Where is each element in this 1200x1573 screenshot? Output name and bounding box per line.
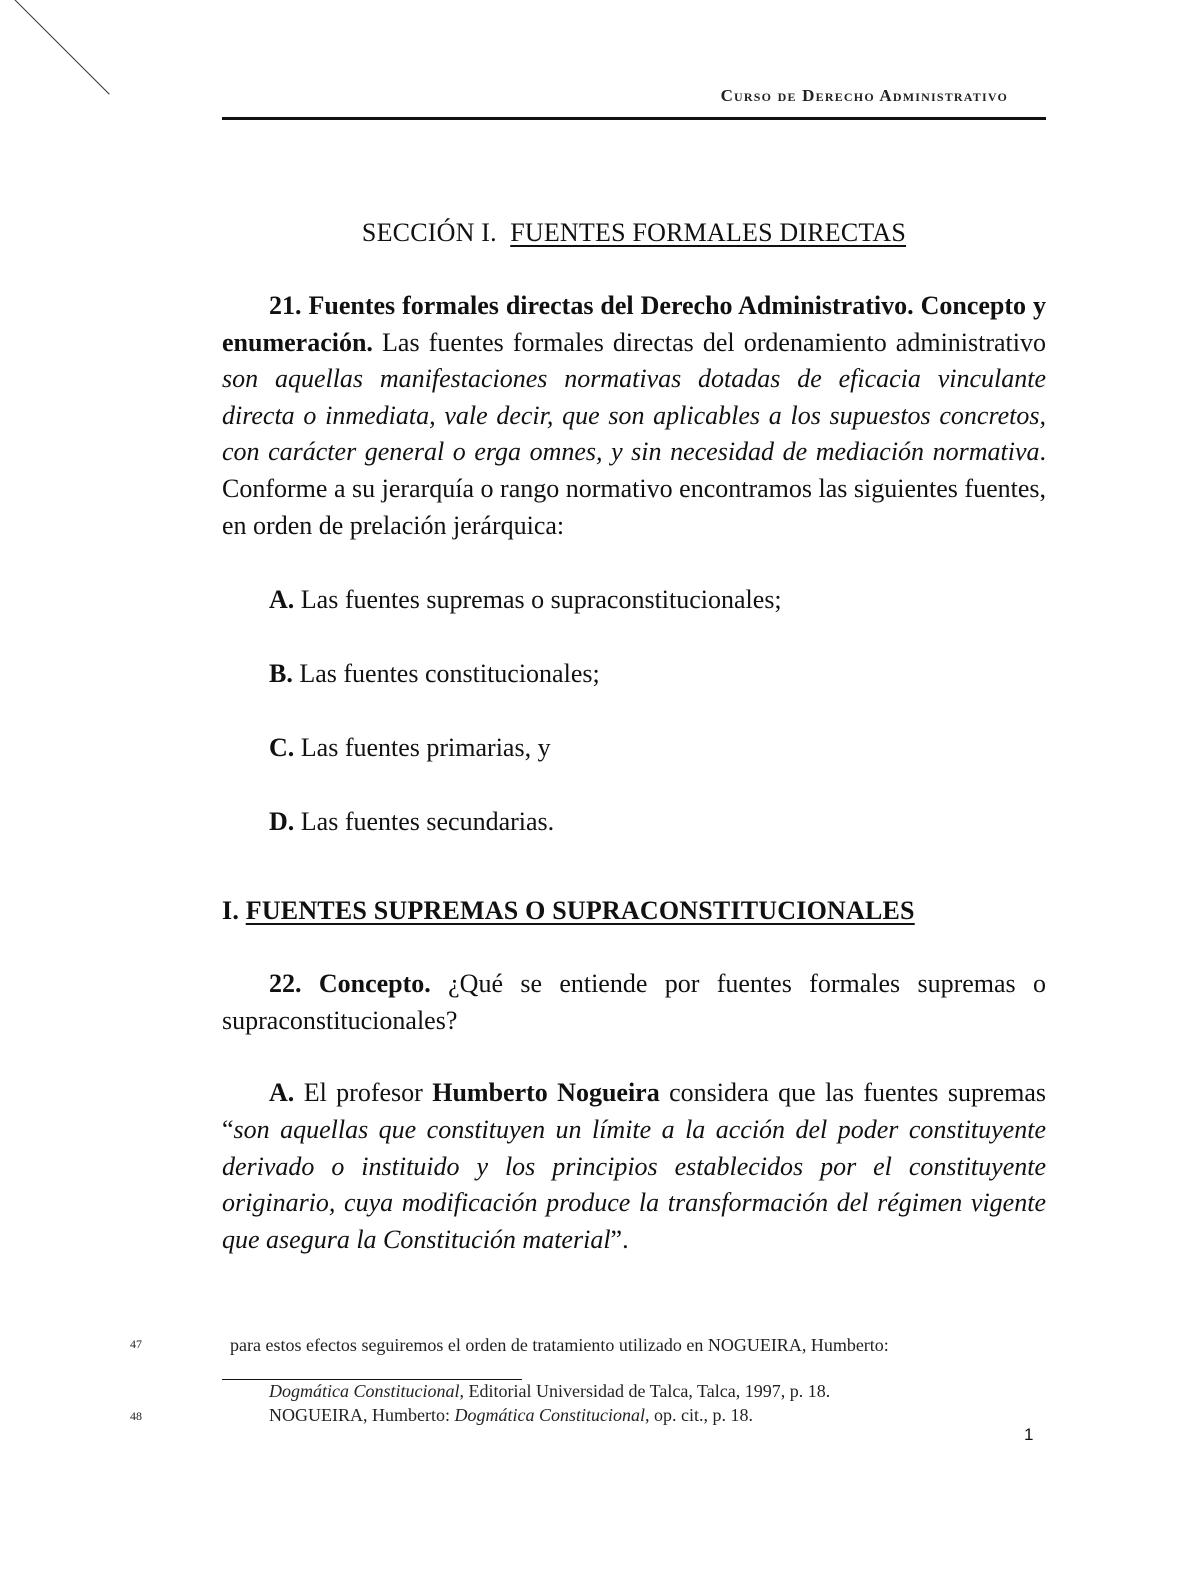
- paragraph-22-lead: Concepto.: [318, 969, 431, 999]
- paragraph-a-nogueira: [222, 1075, 1046, 1258]
- paragraph-21-lead: Fuentes formales directas del Derecho Administrativo. Concepto y enumeración.: [222, 291, 1046, 357]
- footnote-48-a: NOGUEIRA, Humberto:: [269, 1405, 450, 1425]
- paragraph-a-text-c: ”.: [610, 1224, 629, 1254]
- list-item-b: [222, 656, 1046, 692]
- paragraph-22-number: 22.: [269, 969, 302, 999]
- footnote-separator: [222, 1379, 522, 1380]
- header-rule: [222, 117, 1046, 120]
- paragraph-a-quote: son aquellas que constituyen un límite a la acción del poder constituyente derivado o instituido y los principios establecidos por el constituyente originario, cuya modificación produce la transformación del régimen vigente que asegura la Constitución material: [222, 1114, 1046, 1254]
- page-number: 1: [1024, 1425, 1034, 1444]
- paragraph-a-text-b: considera que las fuentes supremas “: [222, 1078, 1047, 1144]
- footnote-48-book: Dogmática Constitucional: [454, 1405, 645, 1425]
- paragraph-a-letter: A.: [269, 1078, 295, 1108]
- footnote-47-line2: [269, 1381, 830, 1402]
- paragraph-22: [222, 966, 1046, 1039]
- footnote-47-mark: 47: [130, 1337, 142, 1351]
- footnote-48-b: , op. cit., p. 18.: [644, 1405, 753, 1425]
- footnote-47-book: Dogmática Constitucional: [269, 1381, 460, 1401]
- list-item-d-letter: D.: [269, 807, 295, 837]
- list-item-a-text: Las fuentes supremas o supraconstitucionales;: [300, 585, 782, 615]
- corner-stroke: [13, 0, 109, 95]
- paragraph-a-text-a: El profesor: [303, 1078, 423, 1108]
- list-item-c-letter: C.: [269, 733, 295, 763]
- paragraph-a-author: Humberto Nogueira: [432, 1078, 660, 1108]
- list-item-c: [222, 730, 1046, 766]
- list-item-a: [222, 582, 1046, 618]
- list-item-d-text: Las fuentes secundarias.: [300, 807, 555, 837]
- list-item-b-letter: B.: [269, 659, 293, 689]
- page-body: [222, 218, 1046, 1258]
- heading-supremas: [222, 896, 1046, 926]
- paragraph-21-text-b: . Conforme a su jerarquía o rango normativo encontramos las siguientes fuentes, en orden de prelación jerárquica:: [222, 437, 1046, 540]
- footnote-47-rest: , Editorial Universidad de Talca, Talca, 1997, p. 18.: [459, 1381, 831, 1401]
- running-header: Curso de Derecho Administrativo: [720, 86, 1008, 105]
- list-item-c-text: Las fuentes primarias, y: [300, 733, 551, 763]
- footnote-48-text: [269, 1405, 753, 1426]
- list-item-d: [222, 804, 1046, 840]
- heading-title: FUENTES SUPREMAS O SUPRACONSTITUCIONALES: [245, 896, 915, 926]
- paragraph-21-definition: son aquellas manifestaciones normativas dotadas de eficacia vinculante directa o inmediata, vale decir, que son aplicables a los supuestos concretos, con carácter general o erga omnes, y sin necesidad de mediación normativa: [222, 364, 1046, 467]
- list-item-b-text: Las fuentes constitucionales;: [299, 659, 600, 689]
- paragraph-22-text: ¿Qué se entiende por fuentes formales supremas o supraconstitucionales?: [222, 969, 1046, 1035]
- paragraph-21-number: 21.: [269, 291, 302, 320]
- heading-prefix: I.: [222, 896, 240, 926]
- footnote-48-mark: 48: [130, 1409, 142, 1423]
- section-title-text: FUENTES FORMALES DIRECTAS: [510, 218, 907, 247]
- list-item-a-letter: A.: [269, 585, 295, 615]
- footnote-47-line1: para estos efectos seguiremos el orden de tratamiento utilizado en NOGUEIRA, Humberto:: [230, 1335, 889, 1355]
- paragraph-21-text-a: Las fuentes formales directas del ordenamiento administrativo: [382, 327, 1046, 357]
- paragraph-21: [222, 288, 1046, 544]
- section-prefix: SECCIÓN I.: [361, 218, 497, 247]
- section-title: [222, 218, 1046, 248]
